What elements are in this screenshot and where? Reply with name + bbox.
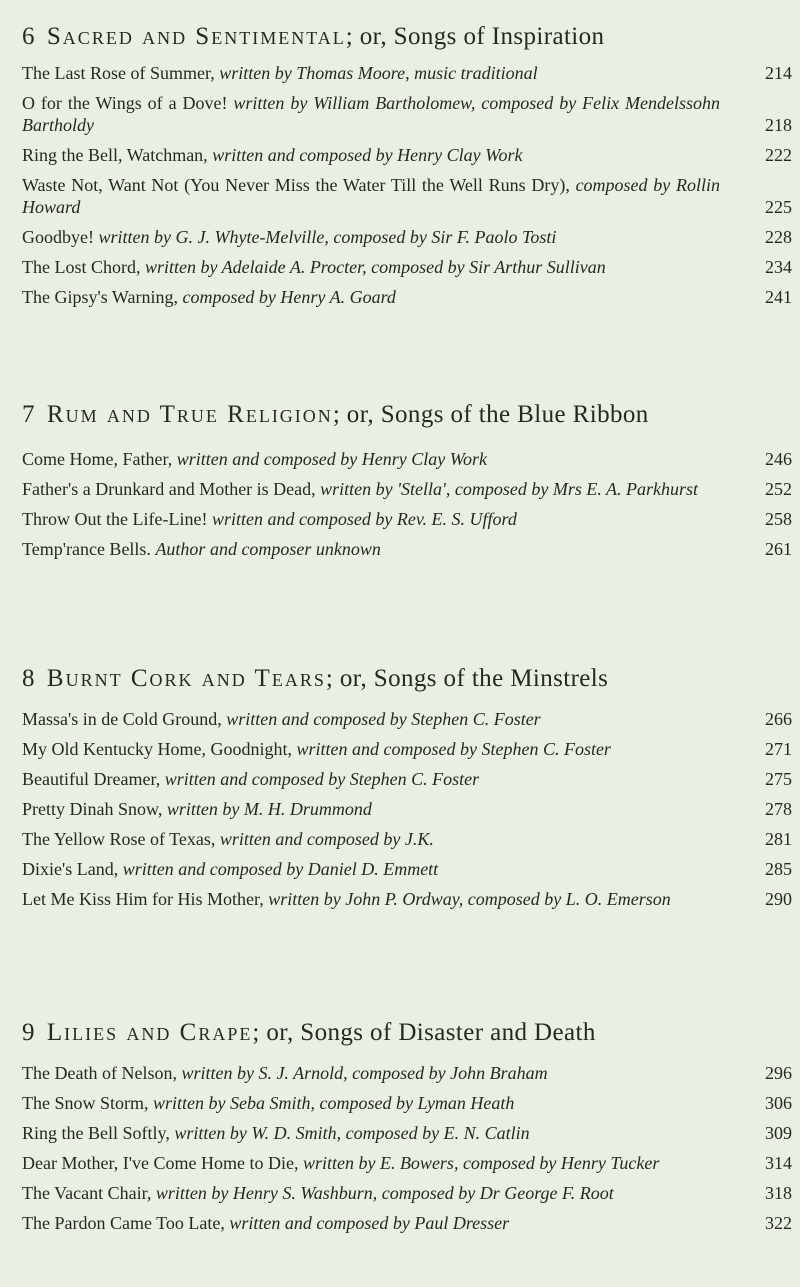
list-item[interactable] — [22, 286, 792, 308]
page-number: 234 — [765, 257, 792, 277]
section-number: 8 — [22, 665, 35, 692]
page-number: 278 — [765, 799, 792, 819]
page-number: 309 — [765, 1123, 792, 1143]
section-heading — [22, 400, 792, 430]
song-credit: written by Thomas Moore, music traditional — [219, 63, 538, 83]
page-number: 258 — [765, 509, 792, 529]
list-item[interactable] — [22, 1212, 792, 1234]
song-credit: written by S. J. Arnold, composed by John Braham — [181, 1063, 548, 1083]
song-title: The Pardon Came Too Late, — [22, 1213, 230, 1233]
song-title: Beautiful Dreamer, — [22, 769, 165, 789]
song-title: The Death of Nelson, — [22, 1063, 182, 1083]
page-number: 275 — [765, 769, 792, 789]
list-item[interactable] — [22, 508, 792, 530]
section-title: Rum and True Religion — [46, 401, 333, 428]
song-title: My Old Kentucky Home, Goodnight, — [22, 739, 297, 759]
section-subtitle: ; or, Songs of Inspiration — [345, 23, 605, 50]
song-credit: Author and composer unknown — [155, 539, 381, 559]
page-number: 281 — [765, 829, 792, 849]
song-title: Throw Out the Life-Line! — [22, 509, 212, 529]
page-number: 225 — [765, 197, 792, 217]
list-item[interactable] — [22, 768, 792, 790]
section-8 — [22, 664, 792, 918]
page-number: 322 — [765, 1213, 792, 1233]
song-credit: written by 'Stella', composed by Mrs E. A. Parkhurst — [320, 479, 698, 499]
page-number: 318 — [765, 1183, 792, 1203]
section-9 — [22, 1018, 792, 1242]
song-credit: written by John P. Ordway, composed by L. O. Emerson — [268, 889, 671, 909]
page-number: 241 — [765, 287, 792, 307]
song-title: The Lost Chord, — [22, 257, 145, 277]
song-credit: written and composed by Stephen C. Foster — [296, 739, 611, 759]
song-title: The Yellow Rose of Texas, — [22, 829, 220, 849]
page-number: 214 — [765, 63, 792, 83]
song-credit: written and composed by Paul Dresser — [229, 1213, 510, 1233]
page-number: 246 — [765, 449, 792, 469]
list-item[interactable] — [22, 828, 792, 850]
song-title: Dixie's Land, — [22, 859, 123, 879]
section-subtitle: ; or, Songs of Disaster and Death — [252, 1019, 596, 1046]
section-heading — [22, 664, 792, 694]
song-title: Temp'rance Bells. — [22, 539, 156, 559]
page-number: 218 — [765, 115, 792, 135]
page-number: 222 — [765, 145, 792, 165]
list-item[interactable] — [22, 144, 792, 166]
song-credit: written and composed by Daniel D. Emmett — [122, 859, 439, 879]
section-subtitle: ; or, Songs of the Blue Ribbon — [332, 401, 649, 428]
list-item[interactable] — [22, 448, 792, 470]
list-item[interactable] — [22, 1062, 792, 1084]
section-number: 7 — [22, 401, 35, 428]
page-number: 306 — [765, 1093, 792, 1113]
list-item[interactable] — [22, 538, 792, 560]
list-item[interactable] — [22, 62, 792, 84]
song-credit: written by M. H. Drummond — [166, 799, 372, 819]
song-credit: written by Adelaide A. Procter, composed by Sir Arthur Sullivan — [145, 257, 606, 277]
song-title: Pretty Dinah Snow, — [22, 799, 167, 819]
song-credit: written and composed by Henry Clay Work — [212, 145, 523, 165]
section-number: 9 — [22, 1019, 35, 1046]
page-number: 266 — [765, 709, 792, 729]
song-title: The Gipsy's Warning, — [22, 287, 183, 307]
song-credit: composed by Rollin Howard — [22, 175, 720, 217]
song-title: The Snow Storm, — [22, 1093, 154, 1113]
song-title: The Last Rose of Summer, — [22, 63, 220, 83]
song-title: Ring the Bell Softly, — [22, 1123, 175, 1143]
song-title: Come Home, Father, — [22, 449, 177, 469]
song-credit: written and composed by Stephen C. Foster — [226, 709, 541, 729]
list-item[interactable] — [22, 92, 792, 136]
song-credit: written by William Bartholomew, composed by Felix Mendelssohn Bartholdy — [22, 93, 720, 135]
page-number: 290 — [765, 889, 792, 909]
page-number: 271 — [765, 739, 792, 759]
section-heading — [22, 1018, 792, 1048]
song-title: The Vacant Chair, — [22, 1183, 156, 1203]
section-heading — [22, 22, 792, 52]
song-title: O for the Wings of a Dove! — [22, 93, 234, 113]
list-item[interactable] — [22, 738, 792, 760]
song-credit: written and composed by Rev. E. S. Ufford — [211, 509, 517, 529]
song-credit: written by Seba Smith, composed by Lyman Heath — [153, 1093, 515, 1113]
song-credit: written and composed by Henry Clay Work — [176, 449, 488, 469]
song-credit: written by Henry S. Washburn, composed by Dr George F. Root — [155, 1183, 614, 1203]
song-credit: written by G. J. Whyte-Melville, composed by Sir F. Paolo Tosti — [98, 227, 557, 247]
song-title: Dear Mother, I've Come Home to Die, — [22, 1153, 303, 1173]
song-title: Father's a Drunkard and Mother is Dead, — [22, 479, 321, 499]
song-title: Goodbye! — [22, 227, 99, 247]
section-title: Lilies and Crape — [46, 1019, 253, 1046]
song-credit: written by W. D. Smith, composed by E. N. Catlin — [174, 1123, 530, 1143]
section-title: Sacred and Sentimental — [46, 23, 346, 50]
song-credit: composed by Henry A. Goard — [182, 287, 396, 307]
song-title: Let Me Kiss Him for His Mother, — [22, 889, 269, 909]
section-subtitle: ; or, Songs of the Minstrels — [325, 665, 609, 692]
page-number: 296 — [765, 1063, 792, 1083]
song-credit: written and composed by Stephen C. Foster — [164, 769, 480, 789]
page-number: 228 — [765, 227, 792, 247]
section-title: Burnt Cork and Tears — [46, 665, 326, 692]
list-item[interactable] — [22, 708, 792, 730]
page-number: 252 — [765, 479, 792, 499]
section-7 — [22, 400, 792, 568]
section-6 — [22, 22, 792, 316]
list-item[interactable] — [22, 1152, 792, 1174]
song-title: Massa's in de Cold Ground, — [22, 709, 227, 729]
list-item[interactable] — [22, 256, 792, 278]
section-number: 6 — [22, 23, 35, 50]
list-item[interactable] — [22, 798, 792, 820]
song-credit: written by E. Bowers, composed by Henry Tucker — [302, 1153, 660, 1173]
list-item[interactable] — [22, 858, 792, 880]
page-number: 314 — [765, 1153, 792, 1173]
page-number: 285 — [765, 859, 792, 879]
list-item[interactable] — [22, 478, 792, 500]
list-item[interactable] — [22, 888, 792, 910]
list-item[interactable] — [22, 174, 792, 218]
song-credit: written and composed by J.K. — [219, 829, 434, 849]
list-item[interactable] — [22, 1182, 792, 1204]
song-title: Waste Not, Want Not (You Never Miss the Water Till the Well Runs Dry), — [22, 175, 576, 195]
song-title: Ring the Bell, Watchman, — [22, 145, 213, 165]
list-item[interactable] — [22, 1122, 792, 1144]
list-item[interactable] — [22, 1092, 792, 1114]
page-number: 261 — [765, 539, 792, 559]
list-item[interactable] — [22, 226, 792, 248]
